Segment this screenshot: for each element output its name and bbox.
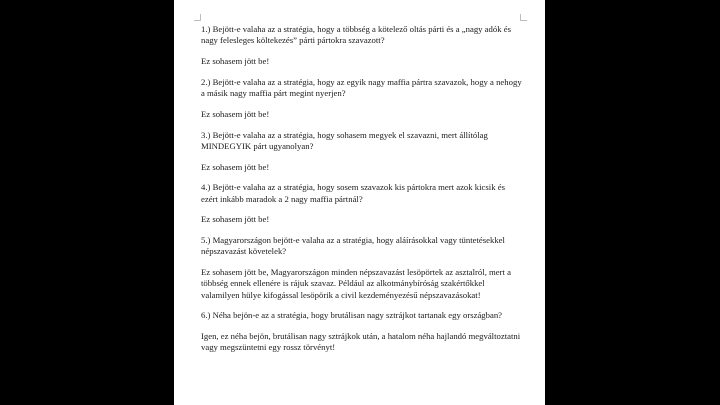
page-corner-mark-top-right bbox=[520, 14, 527, 21]
answer-1: Ez sohasem jött be! bbox=[201, 56, 270, 66]
question-6: 6.) Néha bejön-e az a stratégia, hogy brutálisan nagy sztrájkot tartanak egy országban? bbox=[201, 310, 503, 321]
document-body bbox=[201, 24, 523, 363]
answer-3: Ez sohasem jött be! bbox=[201, 161, 270, 172]
question-1: 1.) Bejött-e valaha az a stratégia, hogy a többség a kötelező oltás párti és a „nagy adók és nagy felesleges költekezés” párti pártokra szavazott? bbox=[201, 24, 511, 46]
answer-5: Ez sohasem jött be, Magyarországon minden népszavazást lesöpörtek az asztalról, mert a többség ennek ellenére is rájuk szavaz. Például az alkotmánybíróság szakértőkkel valamilyen hülye kifogással lesöpörik a civil kezdeményezésű népszavazásokat! bbox=[201, 267, 511, 300]
question-5: 5.) Magyarországon bejött-e valaha az a stratégia, hogy aláírásokkal vagy tüntetésekkel népszavazást követelek? bbox=[201, 235, 505, 257]
document-page bbox=[174, 0, 545, 405]
question-4: 4.) Bejött-e valaha az a stratégia, hogy sosem szavazok kis pártokra mert azok kicsik és ezért inkább maradok a 2 nagy maffia pártnál? bbox=[201, 182, 505, 204]
page-corner-mark-top-left bbox=[194, 14, 201, 21]
answer-2: Ez sohasem jött be! bbox=[201, 108, 270, 119]
question-2: 2.) Bejött-e valaha az a stratégia, hogy az egyik nagy maffia pártra szavazok, hogy a nehogy a másik nagy maffia párt megint nyerjen? bbox=[201, 76, 522, 98]
answer-4: Ez sohasem jött be! bbox=[201, 214, 270, 225]
question-3: 3.) Bejött-e valaha az a stratégia, hogy sohasem megyek el szavazni, mert állítólag MINDEGYIK párt ugyanolyan? bbox=[201, 129, 488, 151]
answer-6: Igen, ez néha bejön, brutálisan nagy sztrájkok után, a hatalom néha hajlandó megváltoztatni vagy megszüntetni egy rossz törvényt! bbox=[201, 331, 521, 353]
